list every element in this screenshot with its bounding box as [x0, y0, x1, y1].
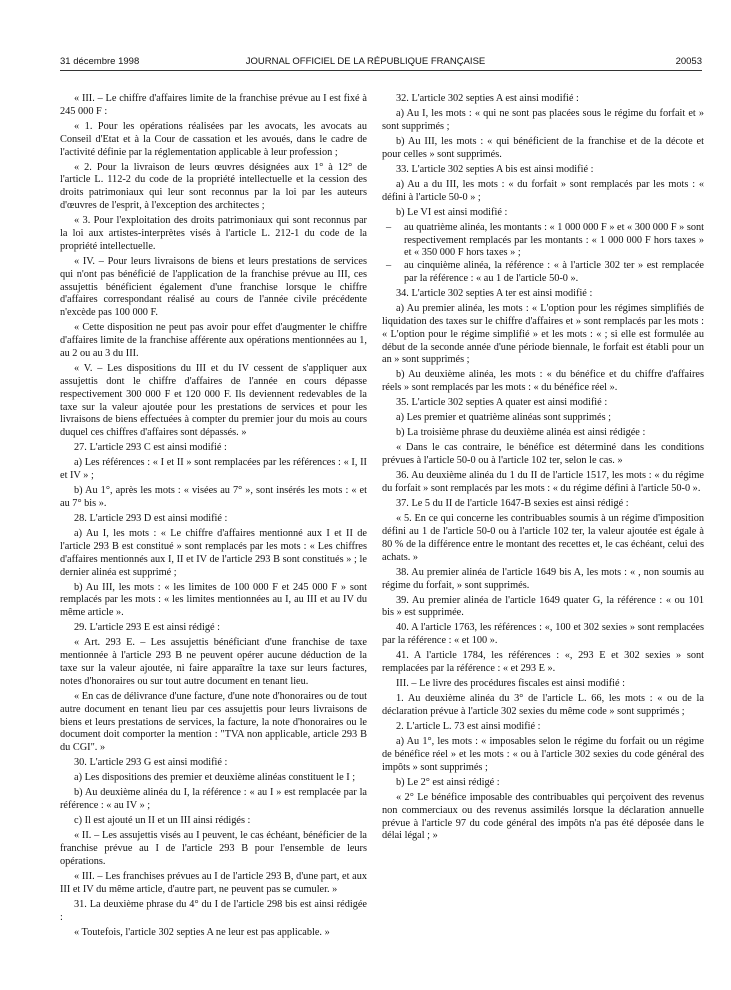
paragraph: « III. – Les franchises prévues au I de l'article 293 B, d'une part, et aux III et IV du même article, d'autre part, ne peuvent pas se cumuler. » — [60, 871, 367, 895]
paragraph: 2. L'article L. 73 est ainsi modifié : — [396, 721, 541, 733]
paragraph: a) Les références : « I et II » sont remplacées par les références : « I, II et IV » ; — [60, 457, 367, 482]
paragraph: b) La troisième phrase du deuxième alinéa est ainsi rédigée : — [396, 427, 646, 439]
header-rule — [60, 70, 702, 71]
page-number: 20053 — [675, 56, 702, 67]
paragraph: « 3. Pour l'exploitation des droits patrimoniaux qui sont reconnus par la loi aux artistes-interprètes visés à l'article L. 212-1 du code de la propriété intellectuelle. — [60, 215, 367, 252]
paragraph: 39. Au premier alinéa de l'article 1649 quater G, la référence : « ou 101 bis » est supprimée. — [382, 594, 704, 619]
paragraph: 1. Au deuxième alinéa du 3° de l'article L. 66, les mots : « ou de la déclaration prévue à l'article 302 sexies du même code » sont supprimés ; — [382, 693, 704, 718]
paragraph: 29. L'article 293 E est ainsi rédigé : — [74, 622, 220, 634]
paragraph: c) Il est ajouté un II et un III ainsi rédigés : — [74, 815, 251, 827]
paragraph: b) Au III, les mots : « qui bénéficient de la franchise et de la décote et pour celles » sont supprimés. — [382, 135, 704, 160]
paragraph: « Cette disposition ne peut pas avoir pour effet d'augmenter le chiffre d'affaires limite de la franchise afférente aux opérations mentionnées au 1, au 2 ou au 3 du III. — [60, 322, 367, 359]
header-date: 31 décembre 1998 — [60, 56, 140, 67]
paragraph: a) Au 1°, les mots : « imposables selon le régime du forfait ou un régime de bénéfice réel » et les mots : « ou à l'article 302 sexies du code général des impôts » sont supprimés ; — [382, 736, 704, 773]
paragraph: 30. L'article 293 G est ainsi modifié : — [74, 757, 228, 769]
paragraph: a) Au premier alinéa, les mots : « L'option pour les régimes simplifiés de liquidation des taxes sur le chiffre d'affaires et » sont remplacés par les mots : « L'option pour le régime simplifié » et les mots : « ; si elle est formulée au début de la seconde année d'une période biennale, le forfait est établi pour un an » sont supprimés ; — [382, 302, 704, 366]
paragraph: 36. Au deuxième alinéa du 1 du II de l'article 1517, les mots : « du régime du forfait » sont remplacés par les mots : « du régime défini à l'article 50-0 ». — [382, 470, 704, 495]
paragraph: 28. L'article 293 D est ainsi modifié : — [74, 513, 228, 525]
paragraph: « 2. Pour la livraison de leurs œuvres désignées aux 1° à 12° de l'article L. 112-2 du code de la propriété intellectuelle et la cession des droits patrimoniaux qui leur sont reconnus par la loi par les auteurs d'œuvres de l'esprit, à l'exception des architectes ; — [60, 161, 367, 212]
paragraph: 35. L'article 302 septies A quater est ainsi modifié : — [396, 397, 608, 409]
paragraph: 37. Le 5 du II de l'article 1647-B sexies est ainsi rédigé : — [396, 498, 629, 510]
paragraph: « 2° Le bénéfice imposable des contribuables qui perçoivent des revenus non commerciaux ou des revenus assimilés lorsque la déclaration annuelle prévue à l'article 97 du code général des impôts n'a pas été déposée dans le délai légal ; » — [382, 791, 704, 842]
paragraph: « IV. – Pour leurs livraisons de biens et leurs prestations de services qui n'ont pas bénéficié de l'application de la franchise prévue au III, ces assujettis bénéficient également d'une franchise lorsque le chiffre d'affaires correspondant réalisé au cours de l'année civile précédente n'excède pas 100 000 F. — [60, 255, 367, 319]
paragraph: « En cas de délivrance d'une facture, d'une note d'honoraires ou de tout autre document en tenant lieu par ces assujettis pour leurs livraisons de biens et leurs prestations de services, la facture, la note d'honoraires ou le document doit comporter la mention : "TVA non applicable, article 293 B du CGI". » — [60, 690, 367, 754]
list-item: – au quatrième alinéa, les montants : « 1 000 000 F » et « 300 000 F » sont respectivement remplacés par les montants : « 1 000 000 F hors taxes » et « 350 000 F hors taxes » ; — [382, 222, 704, 261]
paragraph: III. – Le livre des procédures fiscales est ainsi modifié : — [396, 678, 626, 690]
list-item: – au cinquième alinéa, la référence : « à l'article 302 ter » est remplacée par la référence : « au 1 de l'article 50-0 ». — [382, 260, 704, 286]
paragraph: « Toutefois, l'article 302 septies A ne leur est pas applicable. » — [74, 926, 330, 938]
paragraph: b) Le VI est ainsi modifié : — [396, 206, 508, 218]
paragraph: b) Au III, les mots : « les limites de 100 000 F et 245 000 F » sont remplacés par les mots : « les limites mentionnées au I, au III et au IV du même article ». — [60, 581, 367, 619]
paragraph: a) Les premier et quatrième alinéas sont supprimés ; — [396, 412, 612, 424]
paragraph: b) Le 2° est ainsi rédigé : — [396, 776, 500, 788]
paragraph: a) Les dispositions des premier et deuxième alinéas constituent le I ; — [74, 772, 356, 784]
journal-title: JOURNAL OFFICIEL DE LA RÉPUBLIQUE FRANÇAISE — [245, 56, 486, 67]
paragraph: a) Au I, les mots : « qui ne sont pas placées sous le régime du forfait et » sont supprimés ; — [382, 108, 704, 132]
paragraph: « Dans le cas contraire, le bénéfice est déterminé dans les conditions prévues à l'article 50-0 ou à l'article 102 ter, selon le cas. » — [382, 442, 704, 467]
paragraph: « II. – Les assujettis visés au I peuvent, le cas échéant, bénéficier de la franchise prévue au I de l'article 293 B pour l'ensemble de leurs opérations. — [60, 830, 367, 867]
right-column — [382, 93, 704, 845]
paragraph: « Art. 293 E. – Les assujettis bénéficiant d'une franchise de taxe mentionnée à l'article 293 B ne peuvent opérer aucune déduction de la taxe sur la valeur ajoutée, ni faire apparaître la taxe sur leurs factures, notes d'honoraires ou sur tout autre document en tenant lieu. — [60, 637, 367, 687]
dash-list — [382, 222, 704, 286]
left-column — [60, 93, 367, 942]
paragraph: « 1. Pour les opérations réalisées par les avocats, les avocats au Conseil d'Etat et à la Cour de cassation et les avoués, dans le cadre de l'activité définie par la réglementation applicable à leur profession ; — [60, 120, 367, 158]
paragraph: 31. La deuxième phrase du 4° du I de l'article 298 bis est ainsi rédigée : — [60, 898, 367, 923]
paragraph: a) Au I, les mots : « Le chiffre d'affaires mentionné aux I et II de l'article 293 B est constitué » sont remplacés par les mots : « Les chiffres d'affaires mentionnés aux I, II et IV de l'article 293 B sont constitués » ; le dernier alinéa est supprimé ; — [60, 528, 367, 578]
paragraph: b) Au deuxième alinéa du I, la référence : « au I » est remplacée par la référence : « au IV » ; — [60, 787, 367, 812]
paragraph: 40. A l'article 1763, les références : «, 100 et 302 sexies » sont remplacées par la référence : « et 100 ». — [382, 622, 704, 647]
paragraph: 27. L'article 293 C est ainsi modifié : — [74, 442, 227, 454]
paragraph: « III. – Le chiffre d'affaires limite de la franchise prévue au I est fixé à 245 000 F : — [60, 93, 367, 117]
paragraph: a) Au a du III, les mots : « du forfait » sont remplacés par les mots : « défini à l'article 50-0 » ; — [382, 178, 704, 203]
paragraph: 38. Au premier alinéa de l'article 1649 bis A, les mots : « , non soumis au régime du forfait, » sont supprimés. — [382, 566, 704, 591]
paragraph: 34. L'article 302 septies A ter est ainsi modifié : — [396, 287, 593, 299]
paragraph: 32. L'article 302 septies A est ainsi modifié : — [396, 93, 579, 104]
paragraph: 41. A l'article 1784, les références : «, 293 E et 302 sexies » sont remplacées par la référence : « et 293 E ». — [382, 650, 704, 675]
paragraph: « V. – Les dispositions du III et du IV cessent de s'appliquer aux assujettis dont le chiffre d'affaires de l'année en cours dépasse respectivement 300 000 F et 120 000 F. Ils deviennent redevables de la taxe sur la valeur ajoutée pour les prestations de services et pour les livraisons de biens effectuées à compter du premier jour du mois au cours duquel ces chiffres d'affaires sont dépassés. » — [60, 363, 367, 439]
paragraph: b) Au 1°, après les mots : « visées au 7° », sont insérés les mots : « et au 7° bis ». — [60, 485, 367, 509]
paragraph: b) Au deuxième alinéa, les mots : « du bénéfice et du chiffre d'affaires réels » sont remplacés par les mots : « du bénéfice réel ». — [382, 369, 704, 394]
paragraph: 33. L'article 302 septies A bis est ainsi modifié : — [396, 163, 594, 175]
paragraph: « 5. En ce qui concerne les contribuables soumis à un régime d'imposition défini au 1 de l'article 50-0 ou à l'article 102 ter, la valeur ajoutée est égale à 80 % de la différence entre le montant des recettes et, le cas échéant, celui des achats. » — [382, 513, 704, 563]
